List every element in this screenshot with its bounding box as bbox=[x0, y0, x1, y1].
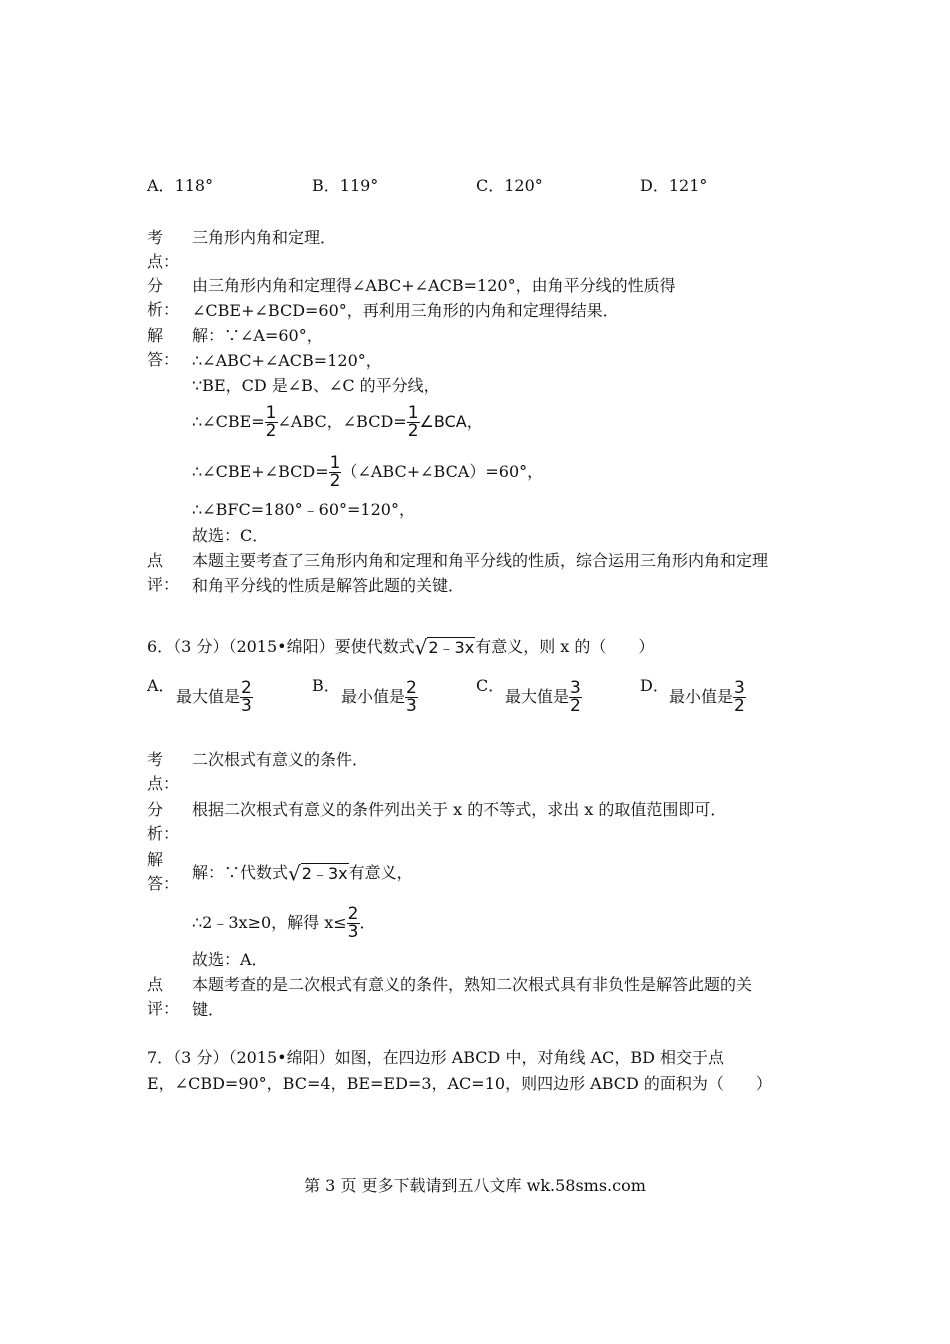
q5-fenxi-line2: ∠CBE+∠BCD=60°，再利用三角形的内角和定理得结果． bbox=[192, 301, 619, 320]
q6-dianping-label: 点 评： bbox=[147, 975, 180, 1018]
q7-stem-line1: 7．（3 分）（2015•绵阳）如图，在四边形 ABCD 中，对角线 AC，BD 相交于点 bbox=[147, 1048, 725, 1067]
fraction-half: $\frac{1}{2}$ bbox=[329, 453, 341, 491]
q6-kaodian-label: 考 点： bbox=[147, 750, 180, 793]
q6-jieda-label: 解 答： bbox=[147, 850, 180, 893]
q5-fenxi-line1: 由三角形内角和定理得∠ABC+∠ACB=120°，由角平分线的性质得 bbox=[192, 276, 676, 295]
q6-option-c: 最大值是 $\frac{3}{2}$ bbox=[505, 678, 581, 716]
q5-option-d: D．121° bbox=[640, 176, 708, 195]
q6-option-d: 最小值是 $\frac{3}{2}$ bbox=[669, 678, 745, 716]
q6-option-c-letter: C． bbox=[476, 676, 505, 695]
sqrt-expression: √2﹣3x bbox=[288, 861, 348, 886]
q5-dianping-line2: 和角平分线的性质是解答此题的关键． bbox=[192, 576, 465, 595]
q5-jieda-line7: 故选：C． bbox=[192, 526, 269, 545]
q5-jieda-label: 解 答： bbox=[147, 326, 180, 369]
page-footer: 第 3 页 更多下载请到五八文库 wk.58sms.com bbox=[304, 1176, 646, 1195]
q6-jieda-line1: 解：∵代数式√2﹣3x有意义， bbox=[192, 861, 413, 886]
q5-jieda-line1: 解：∵∠A=60°， bbox=[192, 326, 323, 345]
fraction-half: $\frac{1}{2}$ bbox=[407, 403, 419, 441]
q6-option-a: 最大值是 $\frac{2}{3}$ bbox=[176, 678, 252, 716]
q5-jieda-line6: ∴∠BFC=180°﹣60°=120°， bbox=[192, 500, 415, 519]
q5-dianping-line1: 本题主要考查了三角形内角和定理和角平分线的性质，综合运用三角形内角和定理 bbox=[192, 551, 769, 570]
q5-jieda-line5: ∴∠CBE+∠BCD= $\frac{1}{2}$ （∠ABC+∠BCA）=60°， bbox=[192, 453, 544, 491]
q5-option-a: A．118° bbox=[147, 176, 214, 195]
q7-stem-line2: E，∠CBD=90°，BC=4，BE=ED=3，AC=10，则四边形 ABCD 的面积为（ ） bbox=[147, 1074, 772, 1093]
q5-jieda-line2: ∴∠ABC+∠ACB=120°， bbox=[192, 351, 382, 370]
q5-option-b: B．119° bbox=[312, 176, 379, 195]
q6-jieda-line3: 故选：A． bbox=[192, 950, 268, 969]
q6-stem: 6．（3 分）（2015•绵阳）要使代数式√2﹣3x有意义，则 x 的（ ） bbox=[147, 635, 655, 660]
sqrt-expression: √2﹣3x bbox=[414, 635, 475, 660]
q5-jieda-line4: ∴∠CBE= $\frac{1}{2}$ ∠ABC，∠BCD= $\frac{1}{2}$ ∠BCA， bbox=[192, 403, 483, 441]
q6-dianping-line1: 本题考查的是二次根式有意义的条件，熟知二次根式具有非负性是解答此题的关 bbox=[192, 975, 753, 994]
q6-option-d-letter: D． bbox=[640, 676, 669, 695]
q6-option-a-letter: A． bbox=[147, 676, 175, 695]
q5-jieda-line3: ∵BE，CD 是∠B、∠C 的平分线， bbox=[192, 376, 440, 395]
fraction-half: $\frac{1}{2}$ bbox=[265, 403, 277, 441]
q6-fenxi-text: 根据二次根式有意义的条件列出关于 x 的不等式，求出 x 的取值范围即可． bbox=[192, 800, 727, 819]
q5-kaodian-text: 三角形内角和定理． bbox=[192, 228, 337, 247]
q6-option-b-letter: B． bbox=[312, 676, 340, 695]
q6-fenxi-label: 分 析： bbox=[147, 800, 180, 843]
q5-kaodian-label: 考 点： bbox=[147, 228, 180, 271]
q6-dianping-line2: 键． bbox=[192, 1000, 225, 1019]
q6-option-b: 最小值是 $\frac{2}{3}$ bbox=[341, 678, 417, 716]
q5-dianping-label: 点 评： bbox=[147, 551, 180, 594]
q5-option-c: C．120° bbox=[476, 176, 543, 195]
q6-kaodian-text: 二次根式有意义的条件． bbox=[192, 750, 369, 769]
q6-jieda-line2: ∴2﹣3x≥0，解得 x≤ $\frac{2}{3}$ ． bbox=[192, 904, 376, 942]
q5-fenxi-label: 分 析： bbox=[147, 276, 180, 319]
